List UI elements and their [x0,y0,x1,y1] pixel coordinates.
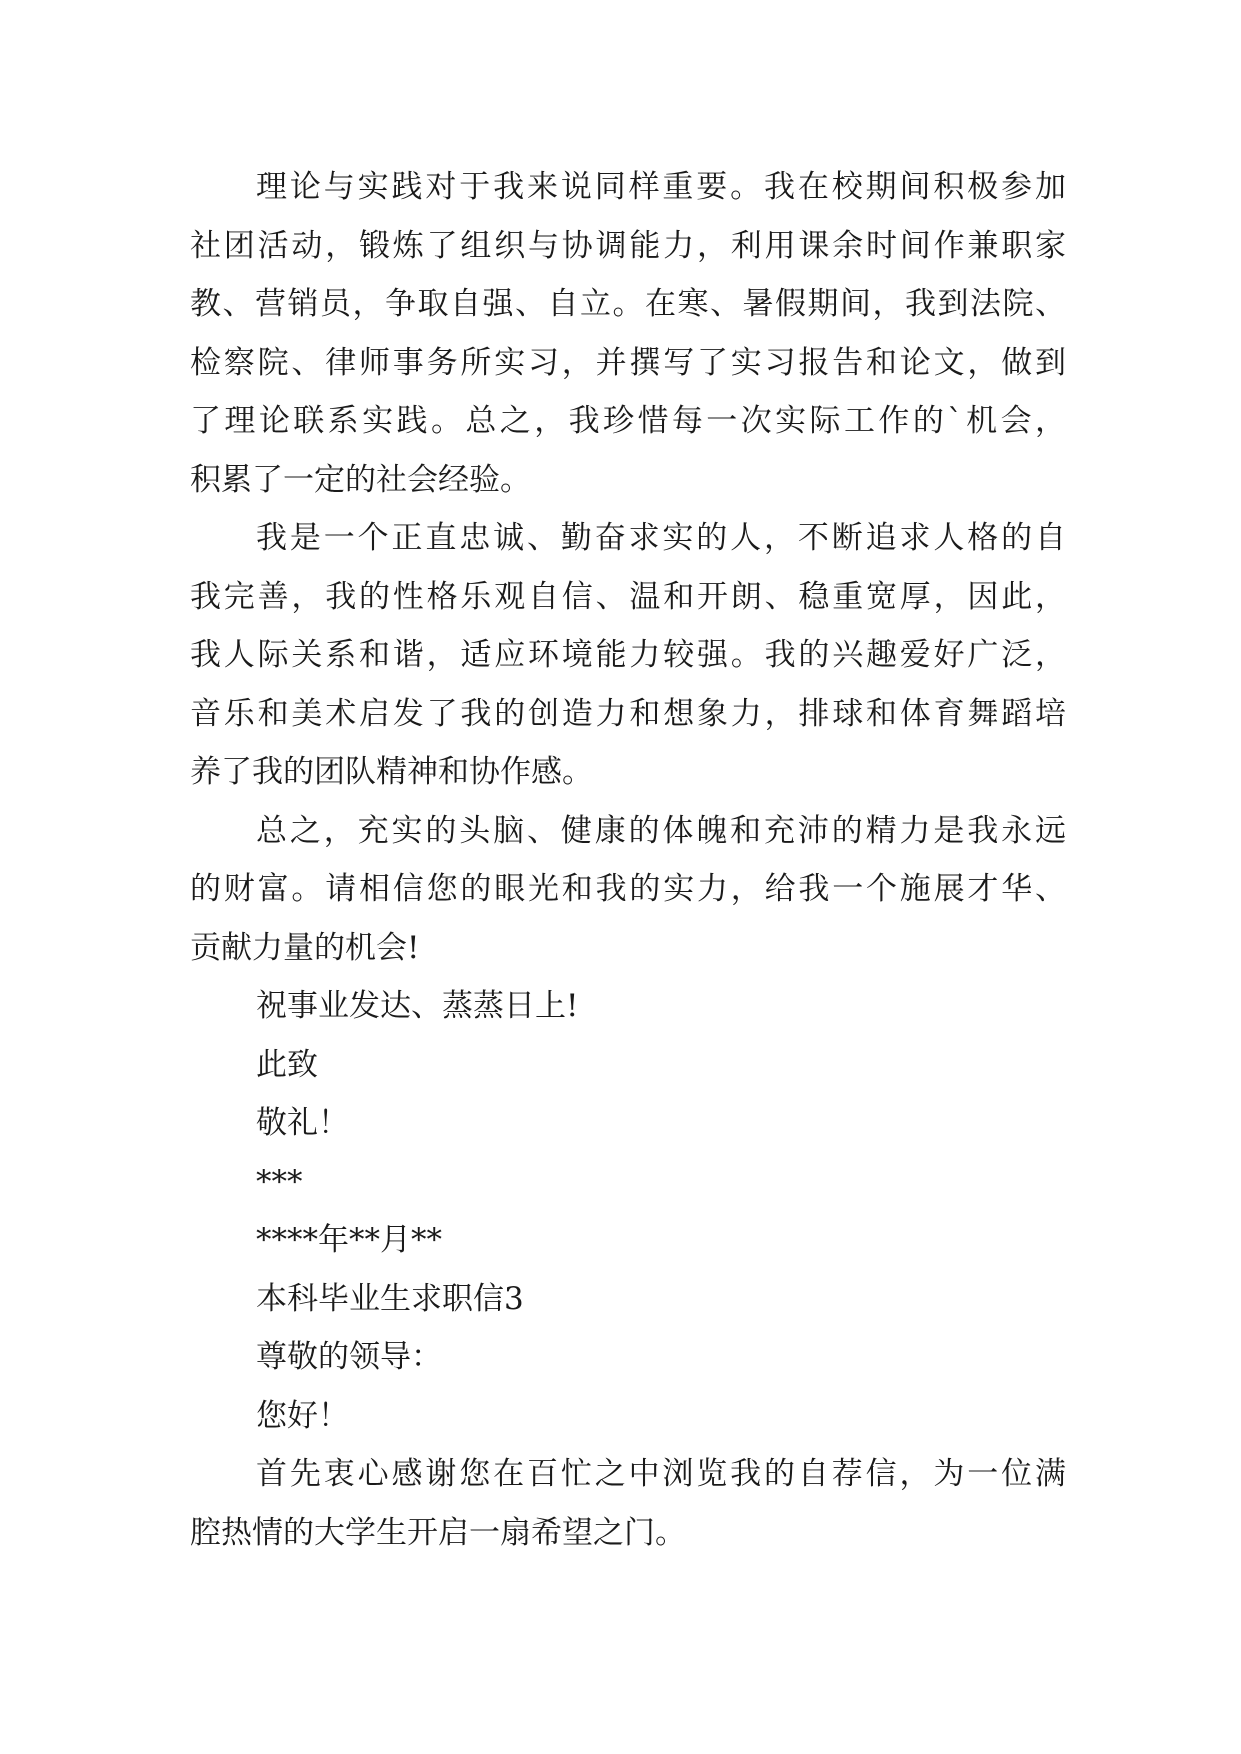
closing-salute: 敬礼！ [256,1105,349,1141]
text-line: 我完善，我的性格乐观自信、温和开朗、稳重宽厚，因此， [190,578,1066,615]
next-letter [190,1270,1066,1563]
salutation: 尊敬的领导： [256,1339,442,1375]
text-line: 首先衷心感谢您在百忙之中浏览我的自荐信，为一位满 [256,1456,1066,1492]
paragraph-character [190,509,1066,802]
text-line: 我人际关系和谐，适应环境能力较强。我的兴趣爱好广泛， [190,637,1066,673]
closing-block [190,977,1066,1270]
letter-title: 本科毕业生求职信3 [256,1280,524,1317]
text-line: 贡献力量的机会! [190,929,420,966]
closing-greeting: 此致 [256,1046,318,1083]
text-line: 总之，充实的头脑、健康的体魄和充沛的精力是我永远 [256,812,1066,849]
text-line: 音乐和美术启发了我的创造力和想象力，排球和体育舞蹈培 [190,695,1066,732]
paragraph-practice [190,158,1066,509]
text-line: 社团活动，锻炼了组织与协调能力，利用课余时间作兼职家 [190,227,1066,264]
signature: *** [256,1163,303,1200]
text-line: 腔热情的大学生开启一扇希望之门。 [190,1514,686,1551]
text-line: 教、营销员，争取自强、自立。在寒、暑假期间，我到法院、 [190,286,1066,322]
paragraph-conclusion [190,802,1066,978]
hello: 您好！ [256,1397,349,1434]
closing-wish: 祝事业发达、蒸蒸日上! [256,988,579,1024]
text-line: 了理论联系实践。总之，我珍惜每一次实际工作的`机会， [190,403,1066,439]
letter-body [190,158,1066,1562]
text-line: 积累了一定的社会经验。 [190,461,531,498]
text-line: 的财富。请相信您的眼光和我的实力，给我一个施展才华、 [190,871,1066,907]
text-line: 理论与实践对于我来说同样重要。我在校期间积极参加 [256,169,1066,205]
text-line: 养了我的团队精神和协作感。 [190,754,593,790]
text-line: 我是一个正直忠诚、勤奋求实的人，不断追求人格的自 [256,520,1066,556]
text-line: 检察院、律师事务所实习，并撰写了实习报告和论文，做到 [190,344,1066,381]
date: ****年**月** [256,1222,442,1258]
